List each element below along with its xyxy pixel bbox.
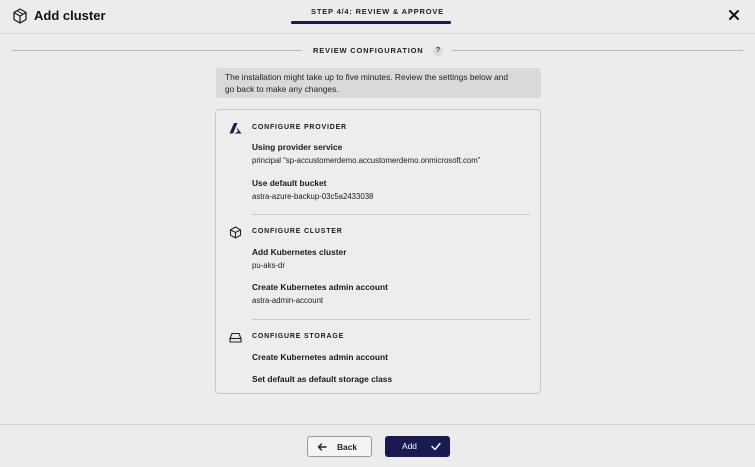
help-icon[interactable]: ?	[433, 46, 443, 56]
provider-service-value: principal “sp-accustomerdemo.accustomerdemo.onmicrosoft.com”	[252, 156, 481, 165]
cluster-heading: CONFIGURE CLUSTER	[252, 228, 343, 235]
provider-heading: CONFIGURE PROVIDER	[252, 124, 347, 131]
step-indicator: STEP 4/4: REVIEW & APPROVE	[311, 7, 444, 16]
checkmark-icon	[431, 442, 441, 451]
step-progress-bar	[291, 21, 451, 24]
bucket-label: Use default bucket	[252, 178, 327, 188]
add-cluster-value: pu-aks-dr	[252, 261, 285, 270]
default-storage-class-label: Set default as default storage class	[252, 374, 393, 384]
kubernetes-cube-icon	[229, 226, 242, 239]
admin-account-label: Create Kubernetes admin account	[252, 282, 388, 292]
azure-icon	[229, 122, 242, 135]
header	[0, 0, 755, 34]
section-divider-left	[12, 50, 302, 51]
info-line-1: The installation might take up to five minutes. Review the settings below and	[225, 72, 509, 82]
storage-drive-icon	[229, 331, 242, 344]
admin-account-value: astra-admin-account	[252, 296, 324, 305]
header-divider	[0, 33, 755, 34]
back-button[interactable]	[307, 436, 372, 457]
section-separator	[252, 214, 530, 215]
add-cluster-label: Add Kubernetes cluster	[252, 247, 347, 257]
back-button-label: Back	[337, 442, 358, 452]
footer-divider	[0, 424, 755, 425]
add-button-label: Add	[402, 441, 417, 451]
storage-admin-label: Create Kubernetes admin account	[252, 352, 388, 362]
storage-heading: CONFIGURE STORAGE	[252, 333, 345, 340]
section-separator	[252, 319, 530, 320]
bucket-value: astra-azure-backup-03c5a2433038	[252, 192, 374, 201]
info-line-2: go back to make any changes.	[225, 84, 339, 94]
info-message	[216, 68, 541, 98]
review-card	[215, 109, 541, 394]
section-title: REVIEW CONFIGURATION	[313, 46, 424, 55]
section-divider-right	[452, 50, 743, 51]
close-icon[interactable]	[727, 8, 741, 22]
arrow-left-icon	[317, 442, 327, 452]
page-title: Add cluster	[34, 8, 106, 23]
add-button[interactable]	[385, 436, 450, 457]
provider-service-label: Using provider service	[252, 142, 343, 152]
